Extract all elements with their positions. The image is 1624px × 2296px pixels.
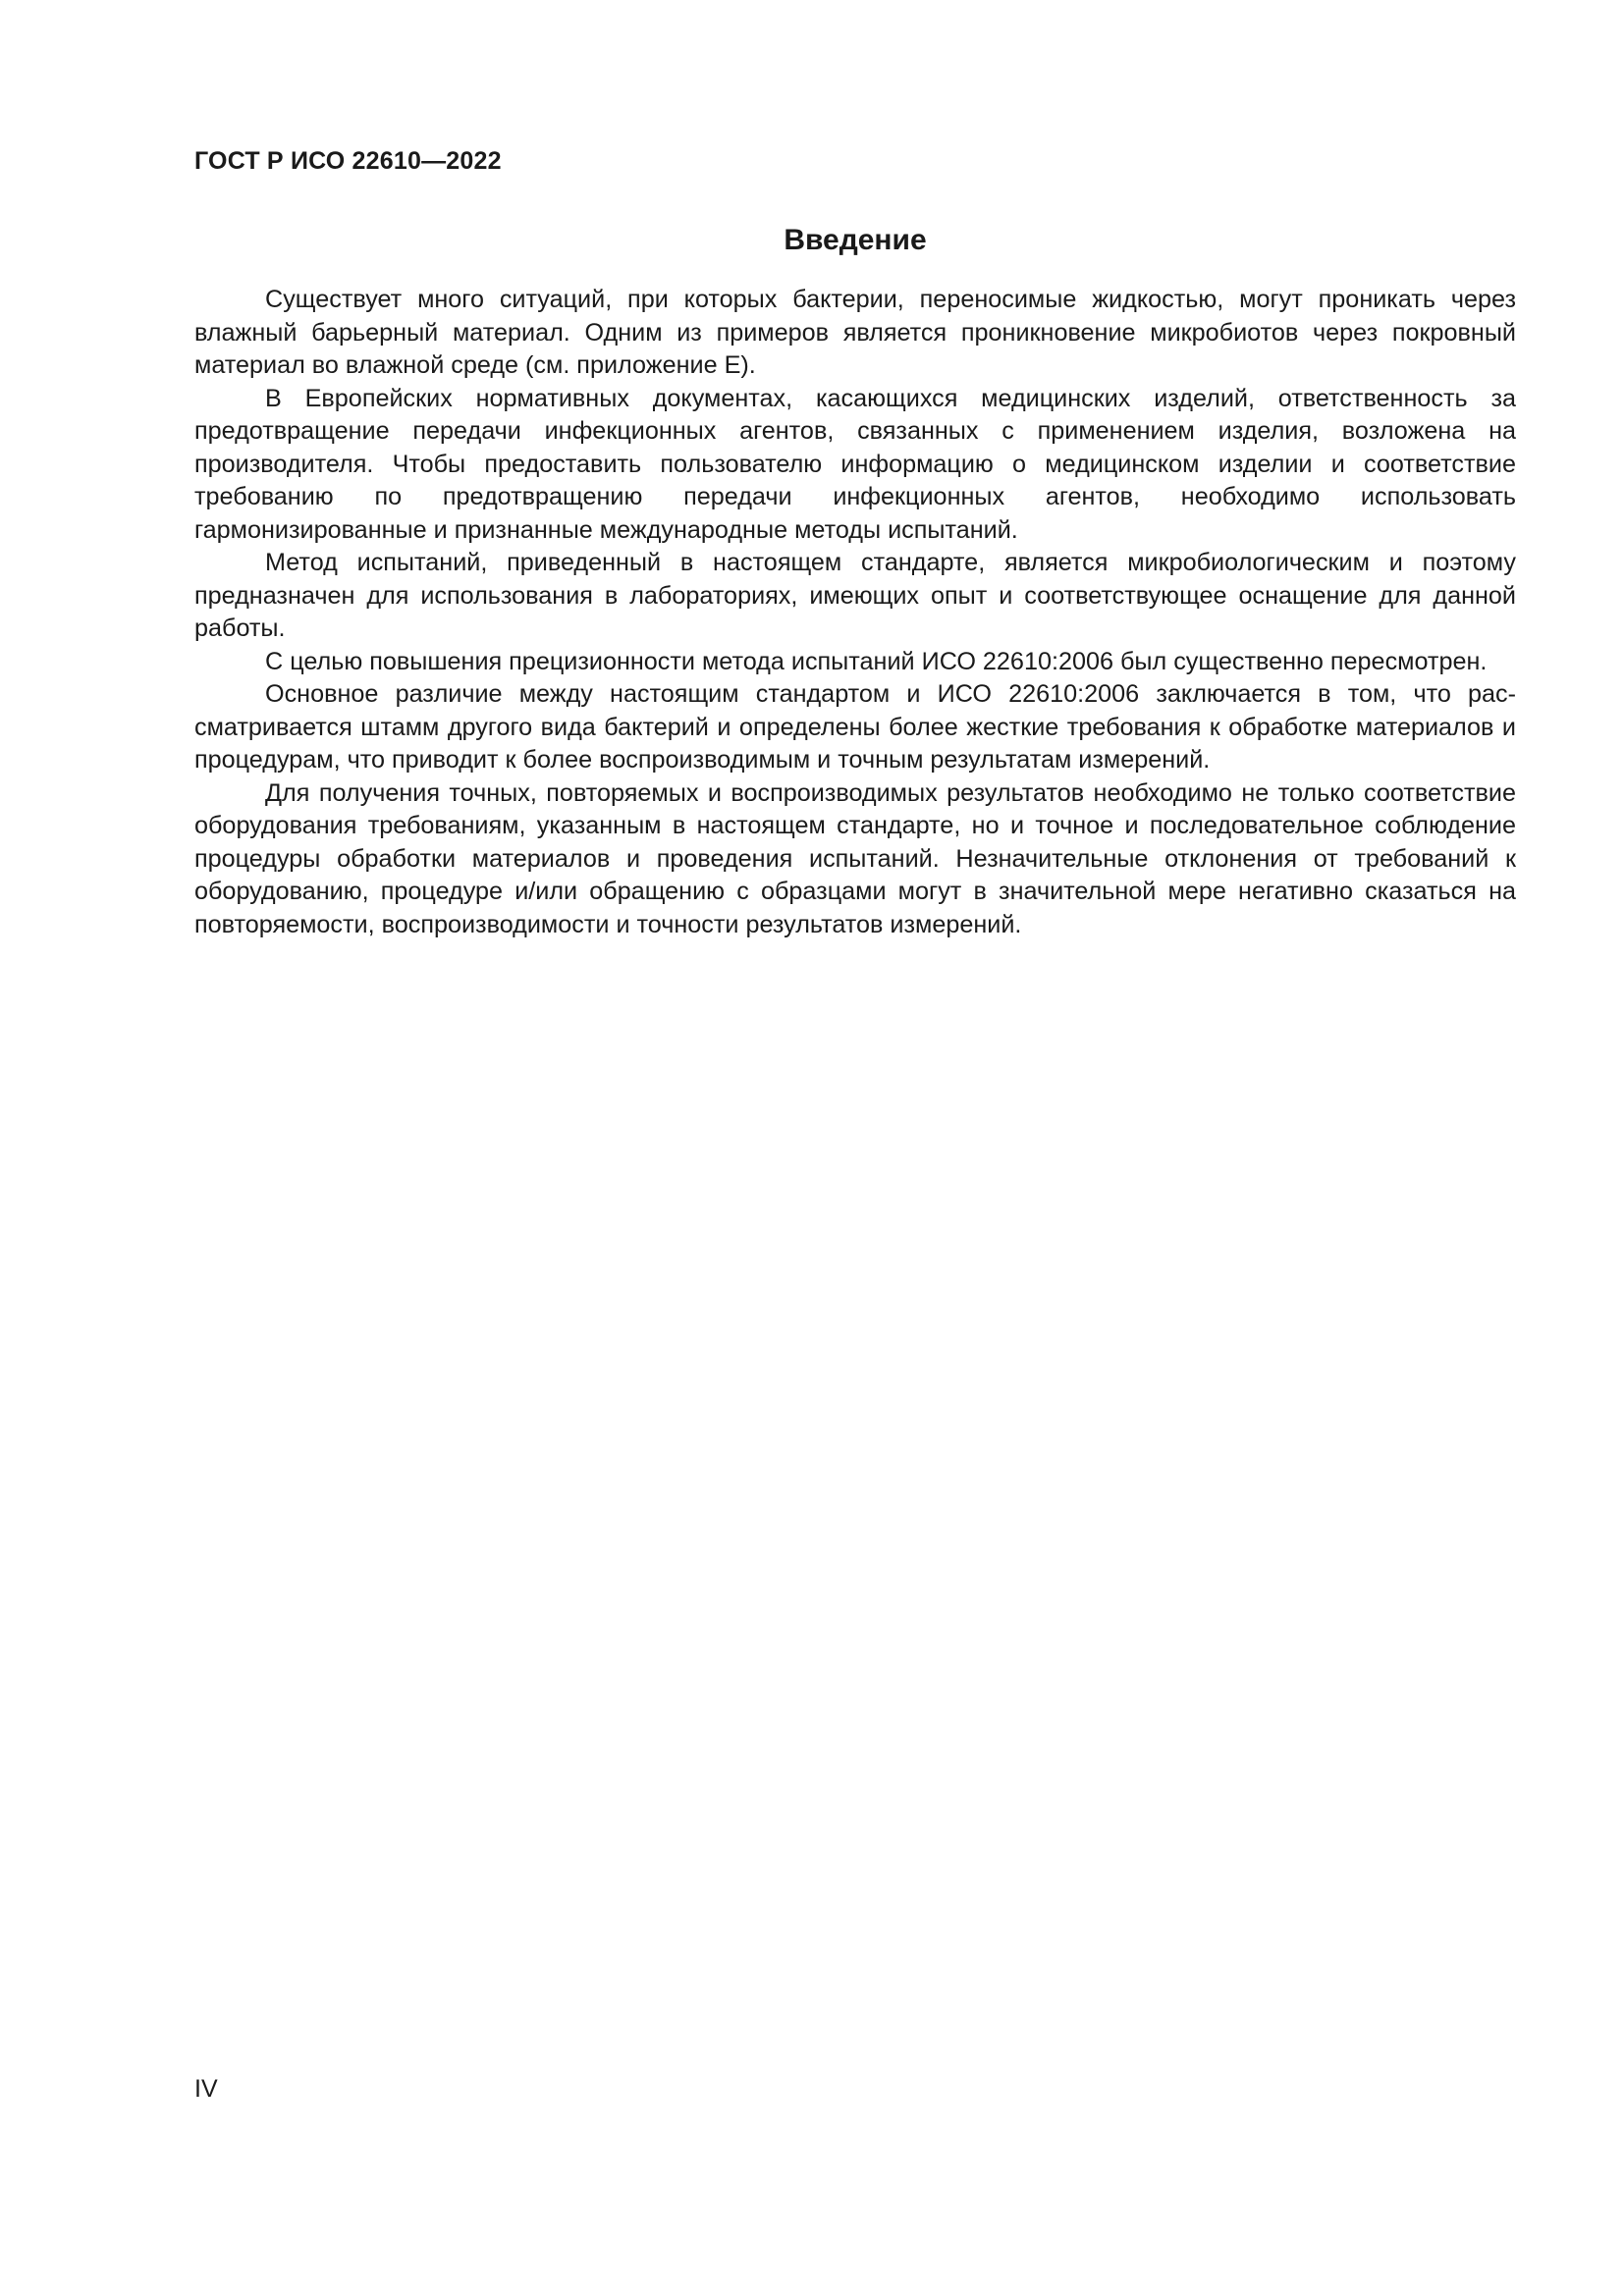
body-text bbox=[194, 284, 1516, 941]
paragraph: Существует много ситуаций, при которых бактерии, переносимые жидкостью, могут проникать через влажный барьерный материал. Одним из примеров является проникновение микробиотов через покровный материал во влажной среде (см. приложение Е). bbox=[194, 286, 1516, 379]
paragraph: Метод испытаний, приведенный в настоящем стандарте, является микробиологическим и поэтому предназначен для использования в лабораториях, имеющих опыт и соответствующее оснащение для данной работы. bbox=[194, 549, 1516, 642]
section-title: Введение bbox=[784, 224, 927, 256]
document-header: ГОСТ Р ИСО 22610—2022 bbox=[194, 147, 502, 175]
paragraph: В Европейских нормативных документах, касающихся медицинских изделий, ответственность за предотвращение передачи инфекционных агентов, связанных с применением изделия, возложена на производителя. Чтобы предоставить пользователю информацию о медицинском изделии и соответствие требованию по предотвращению передачи инфекционных агентов, необходимо использовать гармонизированные и признанные международные методы испытаний. bbox=[194, 384, 1516, 544]
page-number: IV bbox=[194, 2075, 218, 2103]
paragraph: Для получения точных, повторяемых и воспроизводимых результатов необходимо не только соответствие оборудования требованиям, указанным в настоящем стандарте, но и точное и последовательное соблюдение процедуры обработки материалов и проведения испытаний. Незначительные отклонения от требований к оборудованию, процедуре и/или обращению с образцами могут в значительной мере негативно сказаться на повторяемости, воспроизводимости и точности результатов измерений. bbox=[194, 778, 1516, 938]
paragraph: С целью повышения прецизионности метода испытаний ИСО 22610:2006 был существенно пересмотрен. bbox=[265, 647, 1488, 675]
paragraph: Основное различие между настоящим стандартом и ИСО 22610:2006 заключается в том, что рассматривается штамм другого вида бактерий и определены более жесткие требования к обработке материалов и процедурам, что приводит к более воспроизводимым и точным результатам измерений. bbox=[194, 680, 1516, 774]
